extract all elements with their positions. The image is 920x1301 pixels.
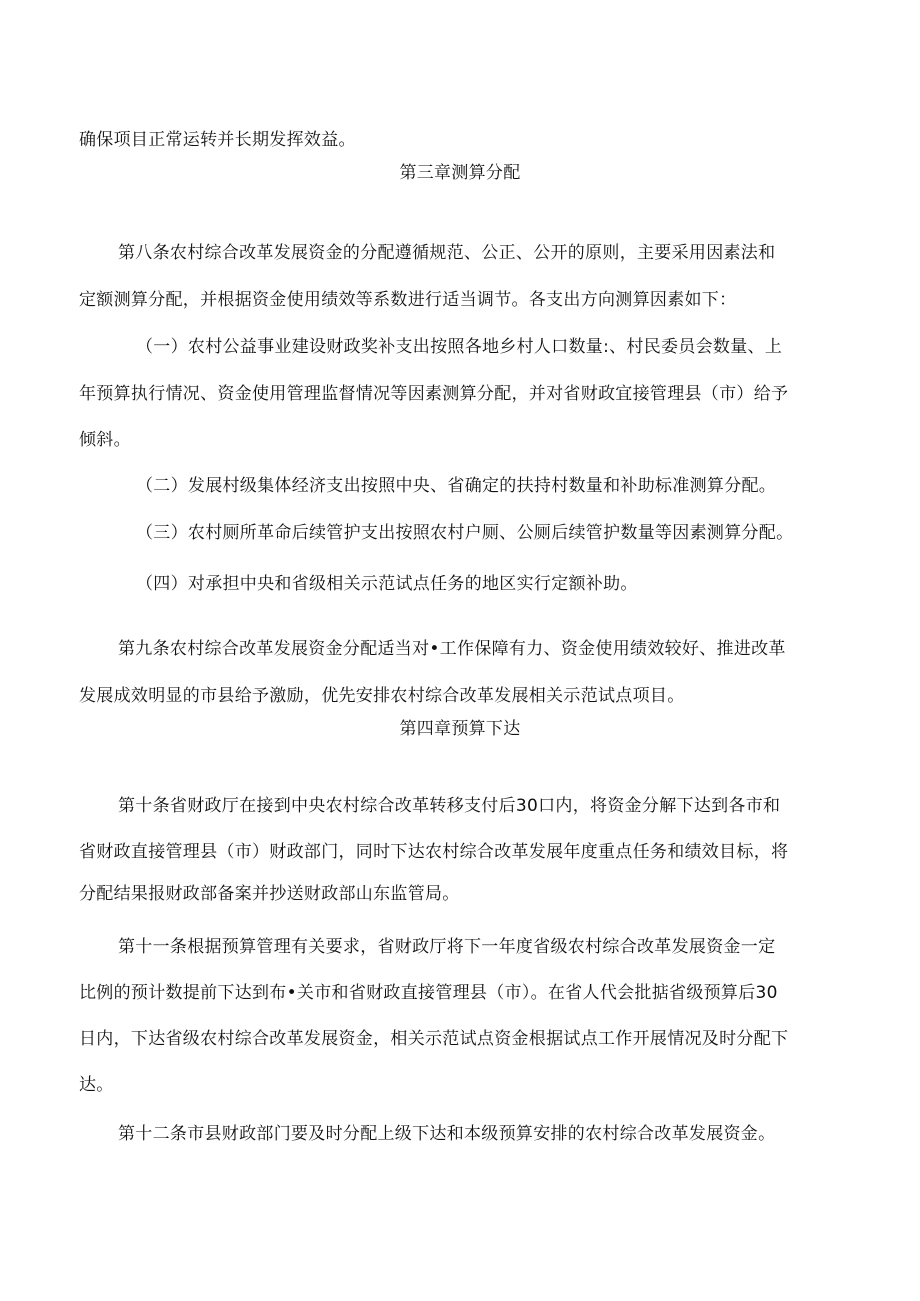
- paragraph-line: 年预算执行情况、资金使用管理监督情况等因素测算分配，并对省财政宜接管理县（市）给予: [79, 384, 789, 404]
- paragraph-line: 第十二条市县财政部门要及时分配上级下达和本级预算安排的农村综合改革发展资金。: [118, 1124, 776, 1144]
- paragraph-line: 达。: [79, 1075, 114, 1095]
- paragraph-line: （二）发展村级集体经济支出按照中央、省确定的扶持村数量和补助标准测算分配。: [136, 476, 777, 496]
- paragraph-line: 省财政直接管理县（市）财政部门，同时下达农村综合改革发展年度重点任务和绩效目标，将: [79, 842, 789, 862]
- paragraph-line: （三）农村厕所革命后续管护支出按照农村户厕、公厕后续管护数量等因素测算分配。: [136, 523, 794, 543]
- paragraph-line: 比例的预计数提前下达到布•关市和省财政直接管理县（市）。在省人代会批掂省级预算后30: [79, 983, 778, 1003]
- paragraph-line: 第十条省财政厅在接到中央农村综合改革转移支付后30口内，将资金分解下达到各市和: [118, 796, 781, 816]
- paragraph-line: 倾斜。: [79, 430, 131, 450]
- paragraph-line: （一）农村公益事业建设财政奖补支出按照各地乡村人口数量:、村民委员会数量、上: [136, 337, 783, 357]
- paragraph-line: 发展成效明显的市县给予激励，优先安排农村综合改革发展相关示范试点项目。: [79, 686, 685, 706]
- paragraph-line: 第九条农村综合改革发展资金分配适当对•工作保障有力、资金使用绩效较好、推进改革: [118, 639, 786, 659]
- paragraph-line: 第八条农村综合改革发展资金的分配遵循规范、公正、公开的原则，主要采用因素法和: [118, 243, 776, 263]
- chapter-heading: 第三章测算分配: [399, 163, 521, 183]
- paragraph-line: 日内，下达省级农村综合改革发展资金，相关示范试点资金根据试点工作开展情况及时分配下: [79, 1029, 789, 1049]
- paragraph-line: 第十一条根据预算管理有关要求，省财政厅将下一年度省级农村综合改革发展资金一定: [118, 937, 776, 957]
- paragraph-line: 定额测算分配，并根据资金使用绩效等系数进行适当调节。各支出方向测算因素如下：: [79, 290, 737, 310]
- paragraph-line: （四）对承担中央和省级相关示范试点任务的地区实行定额补助。: [136, 574, 638, 594]
- chapter-heading: 第四章预算下达: [399, 719, 521, 739]
- paragraph-line: 确保项目正常运转并长期发挥效益。: [79, 130, 356, 150]
- paragraph-line: 分配结果报财政部备案并抄送财政部山东监管局。: [79, 884, 460, 904]
